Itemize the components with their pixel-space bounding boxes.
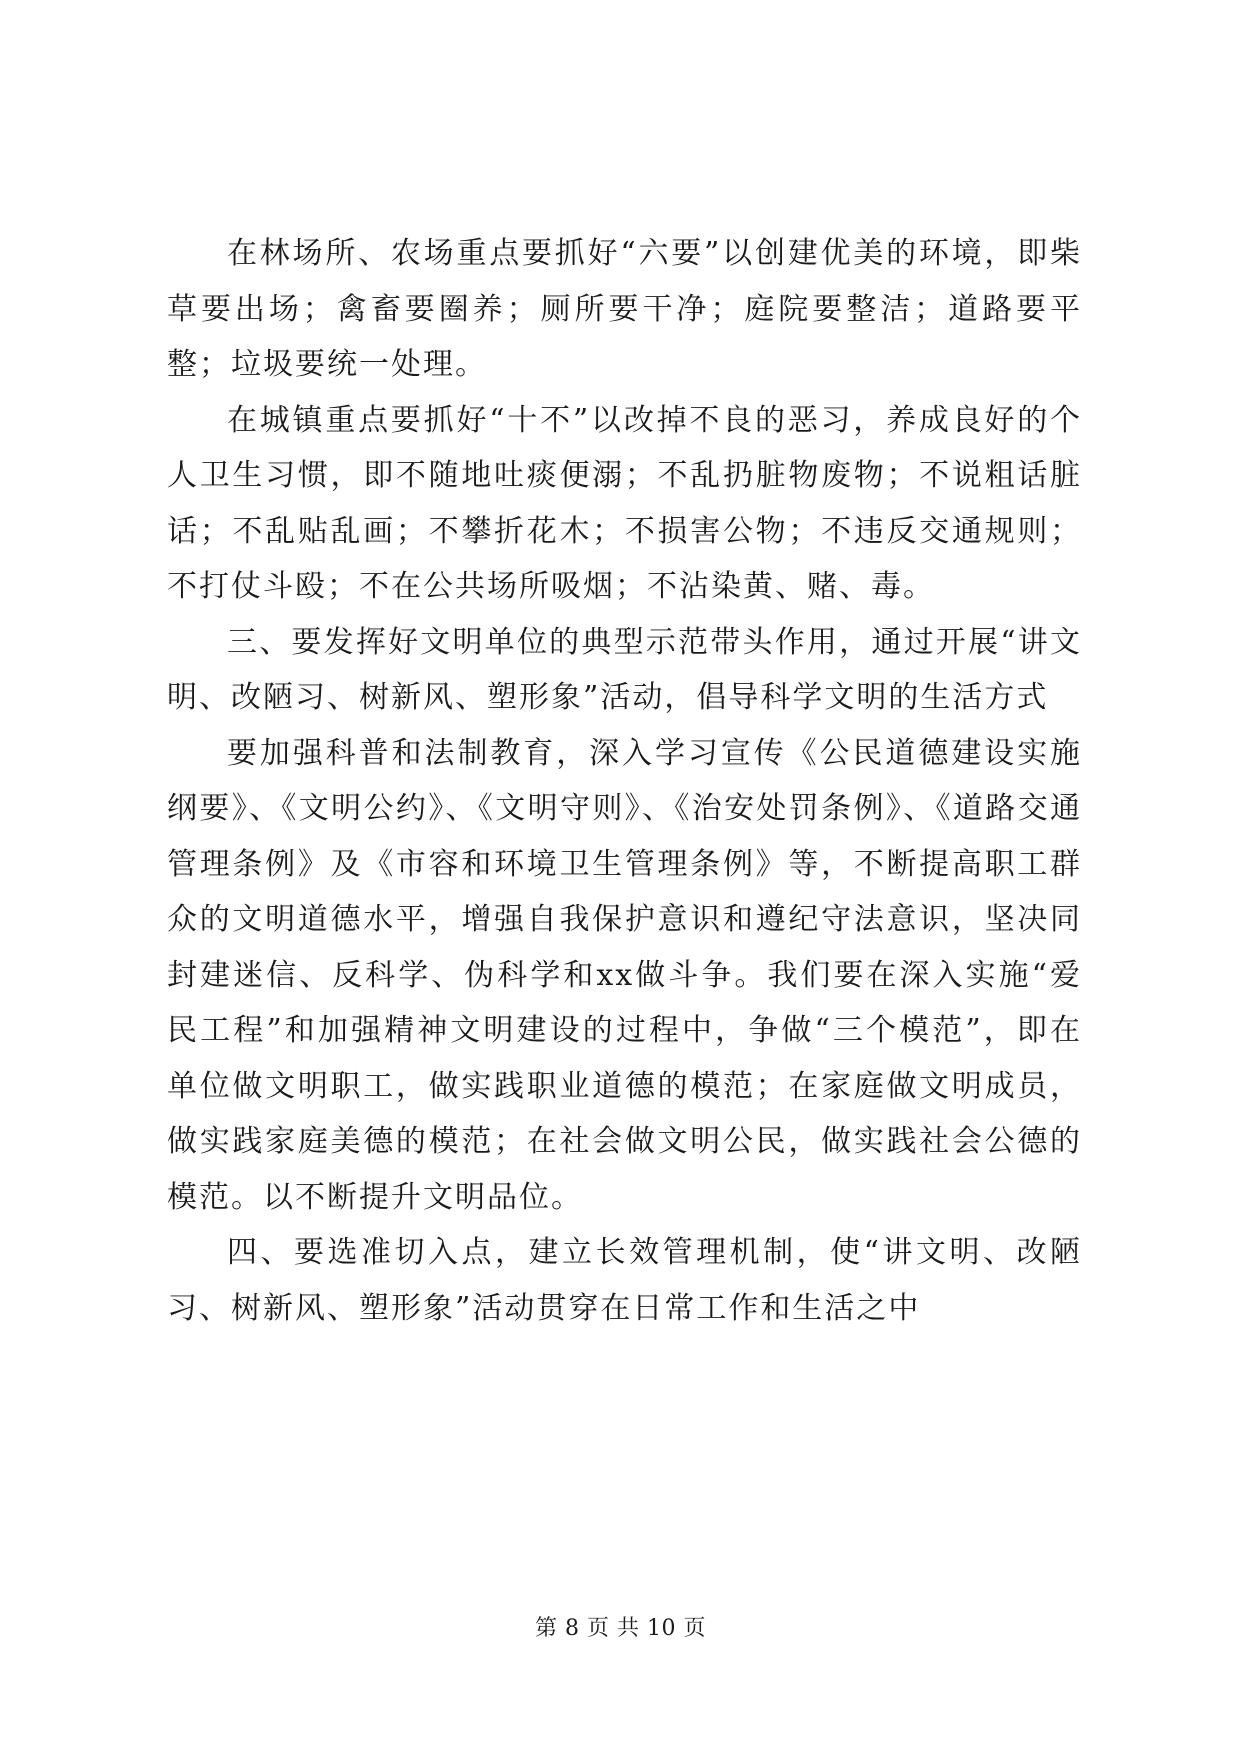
- paragraph-section-three-heading: 三、要发挥好文明单位的典型示范带头作用，通过开展“讲文明、改陋习、树新风、塑形象”活动，倡导科学文明的生活方式: [167, 624, 1082, 715]
- paragraph-section-four-heading: 四、要选准切入点，建立长效管理机制，使“讲文明、改陋习、树新风、塑形象”活动贯穿在日常工作和生活之中: [167, 1235, 1082, 1326]
- document-body: [167, 226, 1082, 1336]
- page-number-footer: 第 8 页 共 10 页: [535, 1616, 706, 1641]
- paragraph-education: 要加强科普和法制教育，深入学习宣传《公民道德建设实施纲要》、《文明公约》、《文明守则》、《治安处罚条例》、《道路交通管理条例》及《市容和环境卫生管理条例》等，不断提高职工群众的文明道德水平，增强自我保护意识和遵纪守法意识，坚决同封建迷信、反科学、伪科学和xx做斗争。我们要在深入实施“爱民工程”和加强精神文明建设的过程中，争做“三个模范”，即在单位做文明职工，做实践职业道德的模范；在家庭做文明成员，做实践家庭美德的模范；在社会做文明公民，做实践社会公德的模范。以不断提升文明品位。: [167, 735, 1082, 1215]
- paragraph-forest-farm: 在林场所、农场重点要抓好“六要”以创建优美的环境，即柴草要出场；禽畜要圈养；厕所要干净；庭院要整洁；道路要平整；垃圾要统一处理。: [167, 236, 1082, 382]
- paragraph-town-ten-nos: 在城镇重点要抓好“十不”以改掉不良的恶习，养成良好的个人卫生习惯，即不随地吐痰便溺；不乱扔脏物废物；不说粗话脏话；不乱贴乱画；不攀折花木；不损害公物；不违反交通规则；不打仗斗殴；不在公共场所吸烟；不沾染黄、赌、毒。: [167, 402, 1082, 604]
